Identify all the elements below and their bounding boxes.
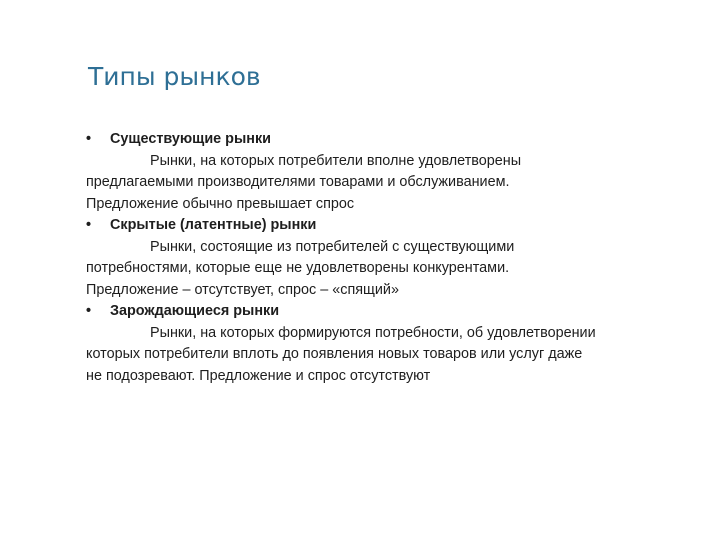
market-type-existing <box>86 129 646 215</box>
bullet-description <box>86 237 646 302</box>
description-line: Рынки, на которых потребители вполне удовлетворены <box>150 152 522 169</box>
description-line: не подозревают. Предложение и спрос отсутствуют <box>86 367 431 384</box>
bullet-heading: Скрытые (латентные) рынки <box>110 217 317 233</box>
description-line: Предложение – отсутствует, спрос – «спящий» <box>86 281 399 298</box>
bullet-row <box>86 215 646 237</box>
bullet-icon: • <box>86 131 92 147</box>
bullet-icon: • <box>86 217 92 233</box>
slide-title: Типы рынков <box>88 62 261 91</box>
bullet-row <box>86 129 646 151</box>
description-line: которых потребители вплоть до появления новых товаров или услуг даже <box>86 346 583 362</box>
description-line: предлагаемыми производителями товарами и обслуживанием. <box>86 174 510 190</box>
slide-content <box>86 129 646 387</box>
description-line: потребностями, которые еще не удовлетворены конкурентами. <box>86 260 510 276</box>
description-line: Рынки, на которых формируются потребности, об удовлетворении <box>150 324 596 341</box>
bullet-heading: Существующие рынки <box>110 131 271 147</box>
market-type-latent <box>86 215 646 301</box>
description-line: Предложение обычно превышает спрос <box>86 195 355 212</box>
bullet-description <box>86 151 646 216</box>
market-type-emerging <box>86 301 646 387</box>
bullet-icon: • <box>86 303 92 319</box>
bullet-row <box>86 301 646 323</box>
bullet-description <box>86 323 646 388</box>
bullet-heading: Зарождающиеся рынки <box>110 303 280 319</box>
description-line: Рынки, состоящие из потребителей с существующими <box>150 238 515 255</box>
